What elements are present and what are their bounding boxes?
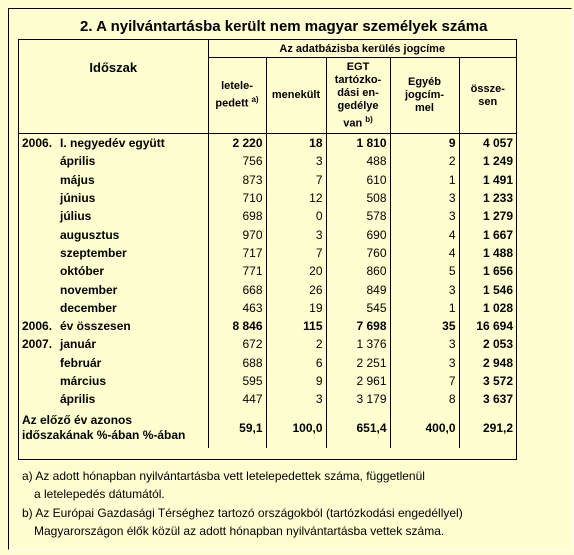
cell-value: 3: [390, 335, 459, 353]
row-period: február: [60, 355, 102, 370]
cell-value: 698: [208, 207, 266, 225]
footnote-a: [22, 467, 425, 503]
row-label: [19, 280, 208, 298]
cell-value: 1 491: [459, 171, 516, 189]
table-row: [19, 372, 516, 390]
cell-value: 873: [208, 171, 266, 189]
footnote-marker: a): [251, 95, 259, 105]
column-header-line: Egyéb: [407, 76, 441, 88]
cell-value: 3 179: [326, 390, 390, 408]
summary-label-line: Az előző év azonos: [22, 413, 133, 428]
cell-value: 970: [208, 225, 266, 243]
footnote-marker: b): [365, 114, 373, 124]
cell-value: 0: [266, 207, 326, 225]
cell-value: 4: [390, 225, 459, 243]
table-row: [19, 280, 516, 298]
summary-value: 59,1: [208, 408, 266, 448]
cell-value: 717: [208, 244, 266, 262]
row-year: 2007.: [22, 337, 53, 352]
cell-value: 2 251: [326, 354, 390, 372]
row-label: [19, 225, 208, 243]
row-period: március: [60, 374, 107, 388]
row-year: 2006.: [22, 319, 53, 334]
cell-value: 35: [390, 317, 459, 335]
table-row: [19, 390, 516, 408]
cell-value: 7: [390, 372, 459, 390]
column-header-line: [209, 93, 266, 111]
cell-value: 20: [266, 262, 326, 280]
table-row: [19, 207, 516, 225]
row-label: [19, 262, 208, 280]
row-label: [19, 207, 208, 225]
summary-label: [19, 408, 208, 448]
period-header: Időszak: [89, 60, 138, 75]
row-label: [19, 134, 208, 153]
column-header: [326, 58, 390, 134]
column-header-text: van: [343, 117, 363, 130]
cell-value: 1 667: [459, 225, 516, 243]
column-header-line: tartózko-: [334, 73, 382, 86]
cell-value: 16 694: [459, 317, 516, 335]
row-period: szeptember: [60, 245, 127, 260]
summary-value: 400,0: [390, 408, 459, 448]
column-header-line: menekült: [271, 89, 321, 101]
table-row: [19, 152, 516, 170]
cell-value: 12: [266, 189, 326, 207]
cell-value: 8: [390, 390, 459, 408]
table-row: [19, 225, 516, 243]
cell-value: 7: [266, 171, 326, 189]
cell-value: 3: [390, 189, 459, 207]
table-row: [19, 134, 516, 153]
data-table-container: [18, 39, 517, 460]
cell-value: 447: [208, 390, 266, 408]
cell-value: 6: [266, 354, 326, 372]
row-period: április: [60, 392, 96, 407]
cell-value: 8 846: [208, 317, 266, 335]
row-period: január: [60, 337, 97, 352]
cell-value: 545: [326, 299, 390, 317]
column-header-line: össze-: [470, 82, 505, 95]
row-label: [19, 244, 208, 262]
group-header: Az adatbázisba kerülés jogcíme: [208, 40, 516, 58]
cell-value: 849: [326, 280, 390, 298]
cell-value: 2 053: [459, 335, 516, 353]
column-header-line: gedélye: [337, 99, 379, 112]
cell-value: 595: [208, 372, 266, 390]
column-header: [459, 58, 516, 134]
row-period: december: [60, 300, 117, 315]
cell-value: 1: [390, 299, 459, 317]
summary-value: 100,0: [266, 408, 326, 448]
footnote-a-line2: a letelepedés dátumától.: [34, 487, 165, 501]
row-label: [19, 335, 208, 353]
table-row: [19, 335, 516, 353]
cell-value: 26: [266, 280, 326, 298]
table-row: [19, 262, 516, 280]
cell-value: 18: [266, 134, 326, 153]
cell-value: 5: [390, 262, 459, 280]
cell-value: 1 656: [459, 262, 516, 280]
cell-value: 3: [266, 152, 326, 170]
column-header-line: letele-: [221, 80, 253, 93]
table-row: [19, 317, 516, 335]
cell-value: 488: [326, 152, 390, 170]
row-period: I. negyedév együtt: [60, 136, 165, 151]
cell-value: 860: [326, 262, 390, 280]
column-header-line: sen: [478, 95, 498, 108]
cell-value: 672: [208, 335, 266, 353]
column-header-line: dási en-: [337, 86, 379, 99]
row-label: [19, 171, 208, 189]
cell-value: 7: [266, 244, 326, 262]
cell-value: 2: [390, 152, 459, 170]
footnote-a-line1: a) Az adott hónapban nyilvántartásba vett letelepedettek száma, függetlenül: [22, 469, 425, 483]
column-header-line: EGT: [346, 60, 370, 73]
table-row: [19, 189, 516, 207]
cell-value: 3 637: [459, 390, 516, 408]
row-period: október: [60, 264, 105, 279]
cell-value: 1 546: [459, 280, 516, 298]
summary-value: 651,4: [326, 408, 390, 448]
cell-value: 771: [208, 262, 266, 280]
row-period: április: [60, 154, 96, 169]
cell-value: 1 488: [459, 244, 516, 262]
column-header-line: [327, 113, 390, 131]
table-row: [19, 244, 516, 262]
cell-value: 3 572: [459, 372, 516, 390]
cell-value: 3: [266, 225, 326, 243]
cell-value: 7 698: [326, 317, 390, 335]
cell-value: 3: [390, 280, 459, 298]
table-row: [19, 171, 516, 189]
summary-label-line: időszakának %-ában %-ában: [22, 428, 186, 443]
cell-value: 9: [390, 134, 459, 153]
row-label: [19, 299, 208, 317]
row-period: június: [60, 191, 96, 206]
row-period: május: [60, 172, 95, 187]
summary-row: [19, 408, 516, 448]
table-row: [19, 354, 516, 372]
cell-value: 3: [390, 354, 459, 372]
cell-value: 756: [208, 152, 266, 170]
cell-value: 1 233: [459, 189, 516, 207]
row-label: [19, 372, 208, 390]
cell-value: 1 810: [326, 134, 390, 153]
cell-value: 2 961: [326, 372, 390, 390]
footnote-b-line1: b) Az Európai Gazdasági Térséghez tartozó országokból (tartózkodási engedéllyel): [22, 506, 463, 520]
cell-value: 4: [390, 244, 459, 262]
row-period: augusztus: [60, 227, 120, 242]
column-header-text: pedett: [215, 97, 249, 110]
cell-value: 4 057: [459, 134, 516, 153]
cell-value: 578: [326, 207, 390, 225]
table-title: 2. A nyilvántartásba került nem magyar személyek száma: [80, 18, 488, 35]
row-period: év összesen: [60, 319, 131, 334]
table-row: [19, 299, 516, 317]
row-label: [19, 189, 208, 207]
cell-value: 2: [266, 335, 326, 353]
column-header: [266, 58, 326, 134]
cell-value: 1 249: [459, 152, 516, 170]
cell-value: 115: [266, 317, 326, 335]
row-year: 2006.: [22, 136, 53, 151]
footnote-b-line2: Magyarországon élők közül az adott hónapban nyilvántartásba vettek száma.: [34, 524, 445, 538]
cell-value: 688: [208, 354, 266, 372]
cell-value: 760: [326, 244, 390, 262]
column-header-line: mel: [415, 102, 434, 114]
cell-value: 610: [326, 171, 390, 189]
cell-value: 1 028: [459, 299, 516, 317]
cell-value: 19: [266, 299, 326, 317]
cell-value: 508: [326, 189, 390, 207]
cell-value: 690: [326, 225, 390, 243]
cell-value: 3: [390, 207, 459, 225]
cell-value: 9: [266, 372, 326, 390]
column-header: [390, 58, 459, 134]
row-period: november: [60, 282, 118, 297]
cell-value: 1: [390, 171, 459, 189]
column-header: [208, 58, 266, 134]
cell-value: 710: [208, 189, 266, 207]
cell-value: 1 376: [326, 335, 390, 353]
cell-value: 2 220: [208, 134, 266, 153]
cell-value: 463: [208, 299, 266, 317]
cell-value: 2 948: [459, 354, 516, 372]
footnote-b: [22, 504, 463, 540]
cell-value: 668: [208, 280, 266, 298]
row-label: [19, 152, 208, 170]
row-label: [19, 390, 208, 408]
cell-value: 1 279: [459, 207, 516, 225]
row-label: [19, 354, 208, 372]
row-label: [19, 317, 208, 335]
data-table: [19, 40, 516, 448]
summary-value: 291,2: [459, 408, 516, 448]
row-period: július: [60, 209, 92, 224]
column-header-line: jogcím-: [404, 89, 445, 101]
cell-value: 3: [266, 390, 326, 408]
